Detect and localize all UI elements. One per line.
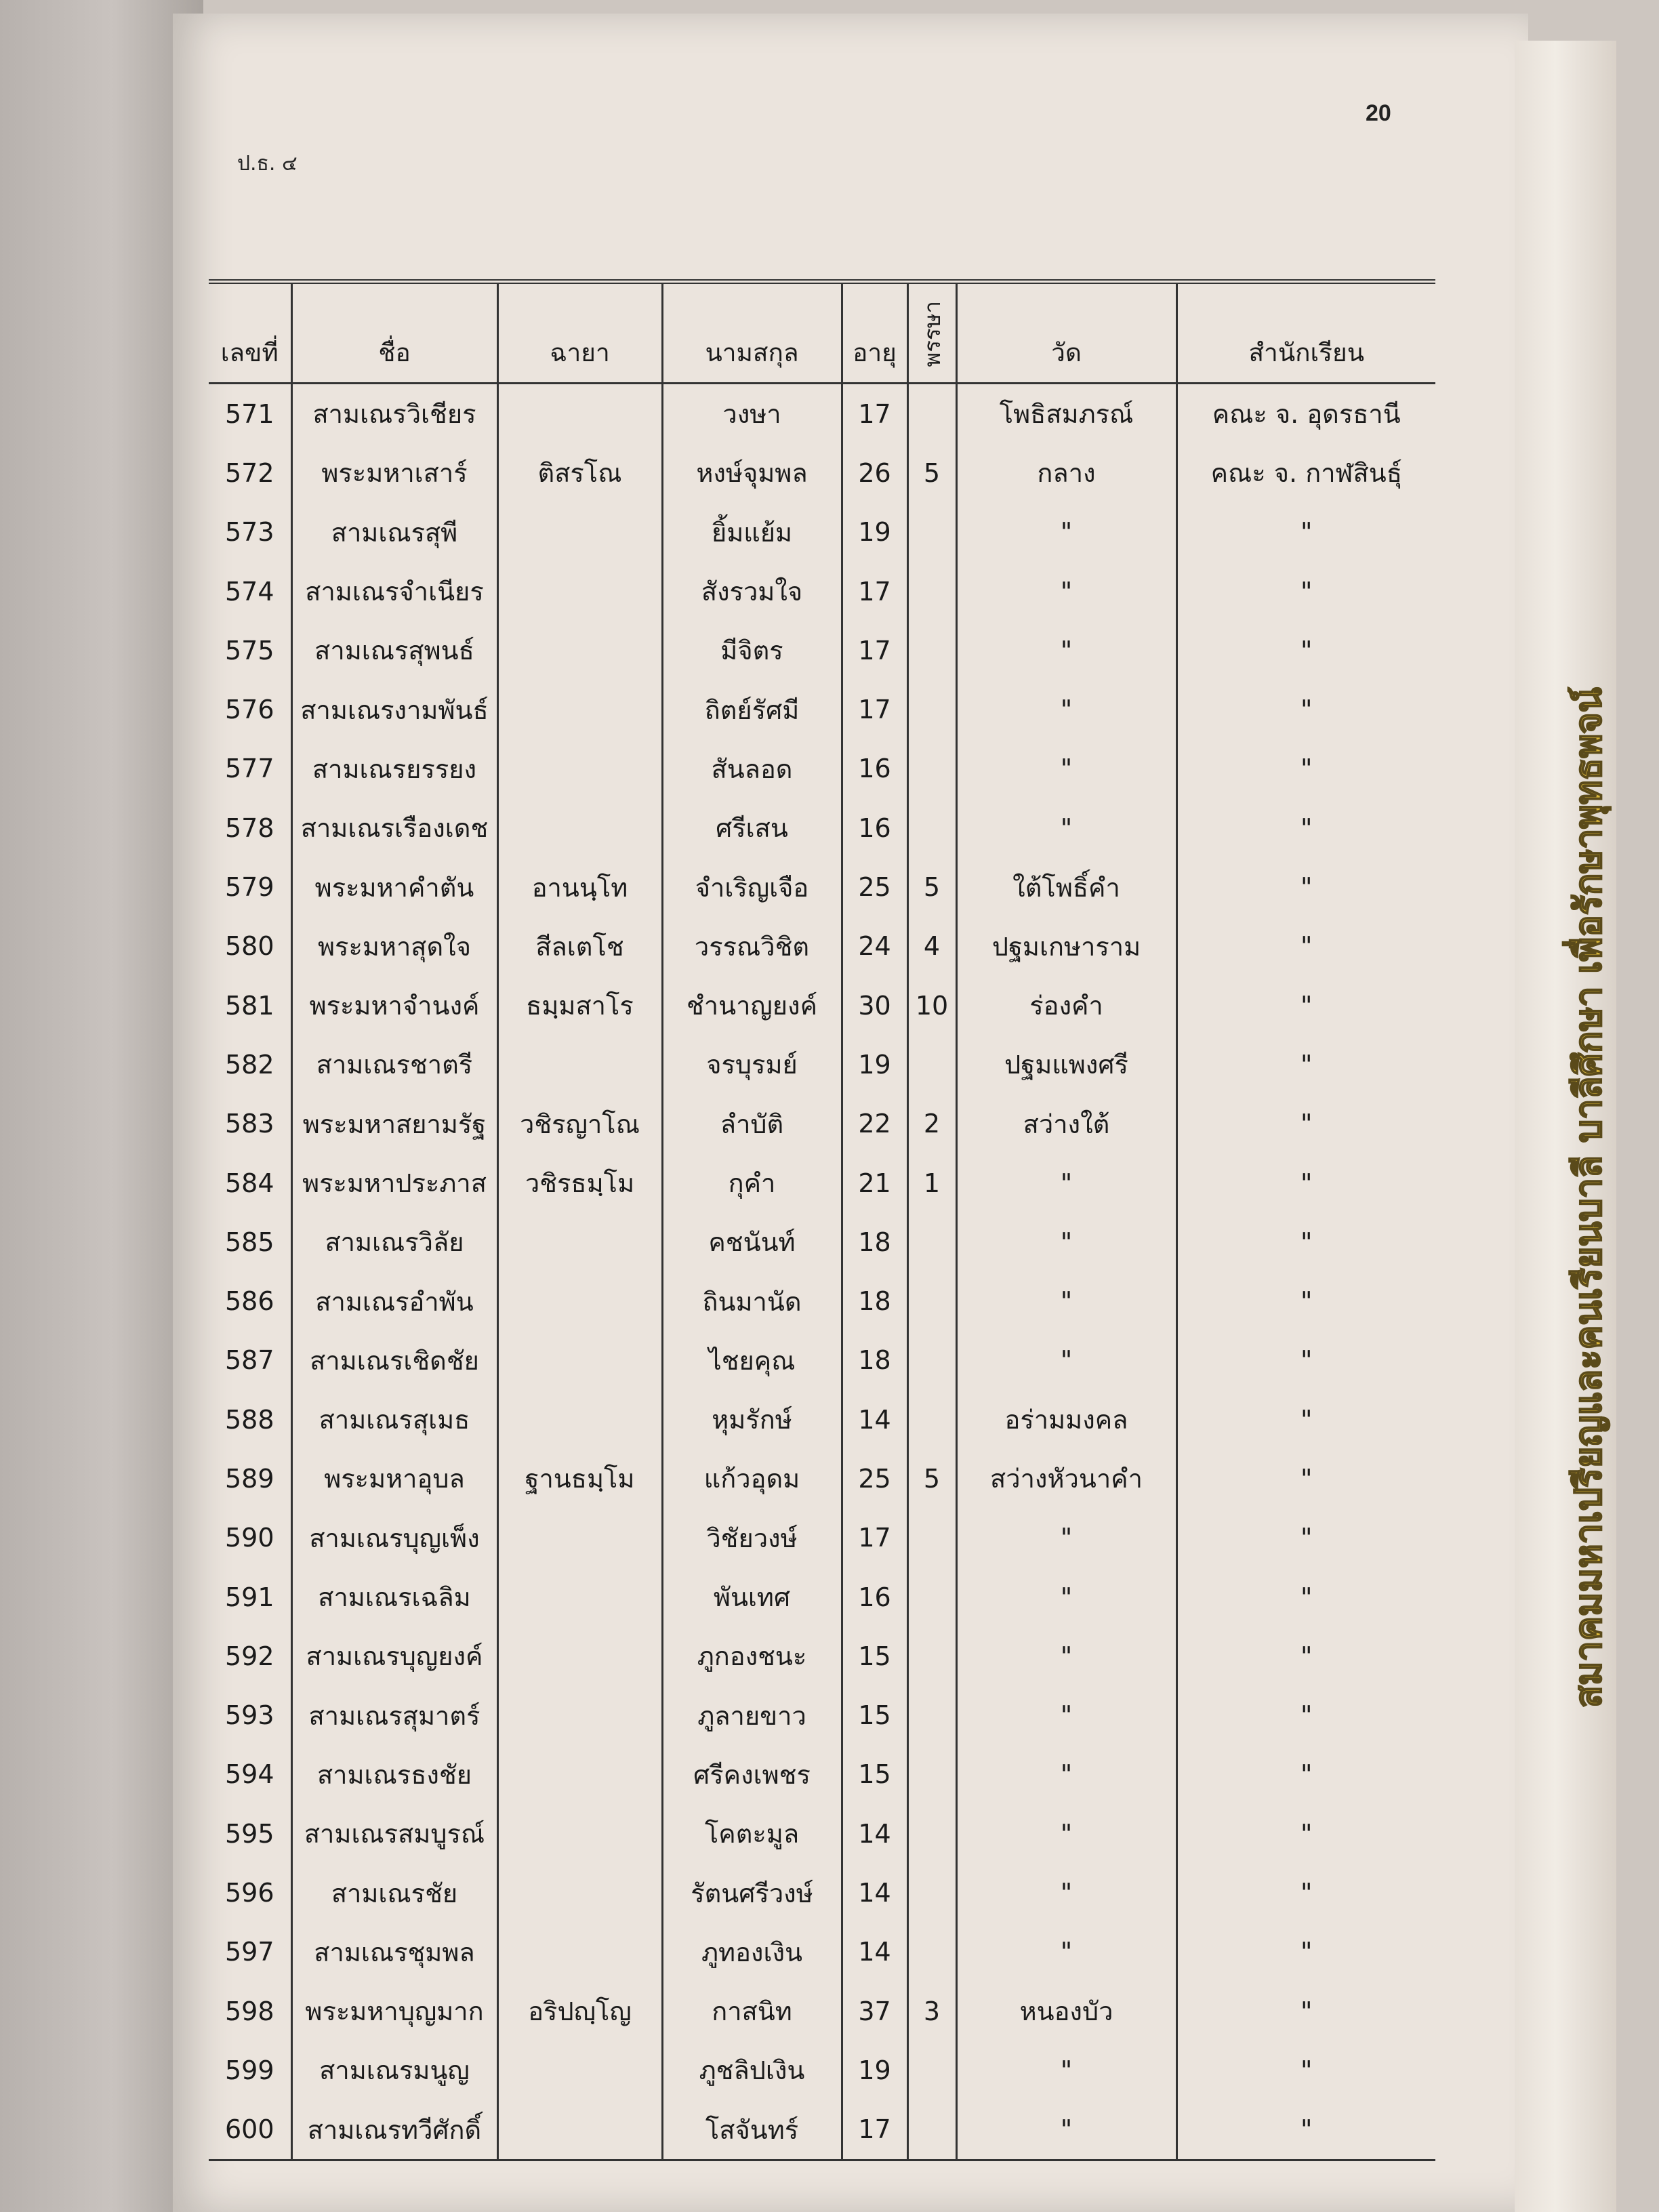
row-age: 25 [842,1449,907,1508]
row-pansa [907,1331,956,1390]
row-age: 14 [842,1923,907,1982]
row-number: 584 [209,1153,291,1212]
table-row [209,1153,1435,1212]
row-name: สามเณรสุเมธ [291,1390,497,1449]
table-row [209,1568,1435,1626]
row-age: 17 [842,621,907,680]
row-number: 600 [209,2100,291,2160]
table-row [209,1331,1435,1390]
row-pansa [907,2100,956,2160]
row-name: พระมหาบุญมาก [291,1982,497,2041]
col-header-surname: นามสกุล [662,282,842,384]
table-header-row [209,282,1435,384]
table-row [209,1271,1435,1330]
row-number: 576 [209,680,291,739]
row-pansa [907,1863,956,1922]
row-age: 17 [842,680,907,739]
row-wat: " [956,1923,1176,1982]
row-surname: ศรีคงเพชร [662,1745,842,1804]
row-chaya: ติสรโณ [497,443,662,502]
row-wat: " [956,1509,1176,1568]
row-age: 18 [842,1271,907,1330]
row-number: 583 [209,1094,291,1153]
row-chaya [497,562,662,621]
row-chaya [497,2041,662,2100]
row-number: 582 [209,1035,291,1094]
row-chaya [497,2100,662,2160]
table-row [209,739,1435,798]
row-wat: กลาง [956,443,1176,502]
row-age: 19 [842,2041,907,2100]
row-pansa: 2 [907,1094,956,1153]
row-chaya [497,739,662,798]
row-pansa [907,1271,956,1330]
table-row [209,503,1435,562]
row-school: " [1300,1227,1313,1257]
row-wat: โพธิสมภรณ์ [956,384,1176,444]
row-pansa [907,621,956,680]
row-school: " [1300,1049,1313,1080]
row-school: " [1300,754,1313,784]
table-row [209,443,1435,502]
table-row [209,976,1435,1035]
row-name: สามเณรชุมพล [291,1923,497,1982]
row-school: " [1300,1168,1313,1198]
table-row [209,384,1435,444]
row-pansa [907,384,956,444]
row-pansa [907,1745,956,1804]
row-school: " [1300,1937,1313,1967]
row-surname: จรบุรมย์ [662,1035,842,1094]
row-wat: " [956,621,1176,680]
row-wat: อร่ามมงคล [956,1390,1176,1449]
row-wat: " [956,1212,1176,1271]
row-chaya [497,1626,662,1685]
row-wat: หนองบัว [956,1982,1176,2041]
row-school: " [1300,1878,1313,1908]
table-row [209,1390,1435,1449]
row-school: " [1300,1700,1313,1731]
row-number: 594 [209,1745,291,1804]
table-row [209,917,1435,976]
row-chaya [497,1509,662,1568]
row-pansa: 5 [907,443,956,502]
row-age: 30 [842,976,907,1035]
col-header-pansa-label: พรรษา [918,300,945,367]
row-name: พระมหาอุบล [291,1449,497,1508]
row-school: " [1300,1404,1313,1435]
row-chaya: อริปญฺโญ [497,1982,662,2041]
row-chaya [497,680,662,739]
table-row [209,1626,1435,1685]
row-pansa [907,798,956,857]
row-name: พระมหาเสาร์ [291,443,497,502]
row-school: " [1300,2114,1313,2145]
row-number: 572 [209,443,291,502]
row-surname: ศรีเสน [662,798,842,857]
row-number: 595 [209,1804,291,1863]
row-surname: ไชยคุณ [662,1331,842,1390]
row-number: 581 [209,976,291,1035]
row-surname: โคตะมูล [662,1804,842,1863]
row-pansa: 10 [907,976,956,1035]
row-school: " [1300,2055,1313,2085]
row-chaya [497,503,662,562]
row-pansa [907,562,956,621]
table-row [209,1686,1435,1745]
row-number: 573 [209,503,291,562]
row-name: สามเณรวิเชียร [291,384,497,444]
col-header-school: สำนักเรียน [1176,282,1435,384]
row-surname: จำเริญเจือ [662,857,842,916]
row-number: 592 [209,1626,291,1685]
row-name: สามเณรชาตรี [291,1035,497,1094]
row-name: สามเณรยรรยง [291,739,497,798]
row-name: สามเณรสุพนธ์ [291,621,497,680]
row-school: " [1300,1996,1313,2026]
exam-level-code: ป.ธ. ๔ [237,152,298,176]
row-school: " [1300,1463,1313,1494]
row-school: " [1300,1523,1313,1553]
row-surname: ถิตย์รัศมี [662,680,842,739]
row-chaya [497,621,662,680]
row-number: 587 [209,1331,291,1390]
row-name: สามเณรมนูญ [291,2041,497,2100]
row-wat: " [956,503,1176,562]
row-chaya: อานนฺโท [497,857,662,916]
row-wat: " [956,562,1176,621]
row-chaya [497,1745,662,1804]
row-chaya: วชิรธมฺโม [497,1153,662,1212]
row-wat: " [956,1745,1176,1804]
row-pansa: 3 [907,1982,956,2041]
row-age: 17 [842,1509,907,1568]
row-number: 575 [209,621,291,680]
row-name: สามเณรงามพันธ์ [291,680,497,739]
row-pansa: 1 [907,1153,956,1212]
row-number: 580 [209,917,291,976]
row-chaya [497,1212,662,1271]
row-school: " [1300,576,1313,607]
row-school: คณะ จ. อุดรธานี [1212,399,1401,430]
table-row [209,1035,1435,1094]
row-age: 17 [842,2100,907,2160]
row-age: 14 [842,1804,907,1863]
row-school: " [1300,517,1313,548]
row-pansa [907,1923,956,1982]
row-chaya [497,798,662,857]
row-pansa [907,1626,956,1685]
row-school: " [1300,1286,1313,1317]
row-pansa [907,1686,956,1745]
row-wat: " [956,2100,1176,2160]
row-wat: ปฐมเกษาราม [956,917,1176,976]
row-age: 14 [842,1390,907,1449]
table-row [209,1982,1435,2041]
row-pansa [907,1804,956,1863]
row-number: 579 [209,857,291,916]
col-header-wat: วัด [956,282,1176,384]
row-chaya [497,1035,662,1094]
row-wat: " [956,1568,1176,1626]
row-name: พระมหาจำนงค์ [291,976,497,1035]
table-row [209,857,1435,916]
row-chaya [497,1804,662,1863]
row-age: 18 [842,1212,907,1271]
row-wat: " [956,2041,1176,2100]
row-number: 591 [209,1568,291,1626]
row-age: 24 [842,917,907,976]
table-row [209,1745,1435,1804]
row-pansa: 5 [907,857,956,916]
col-header-pansa [907,282,956,384]
table-row [209,621,1435,680]
col-header-chaya: ฉายา [497,282,662,384]
row-school: " [1300,872,1313,903]
table-row [209,1923,1435,1982]
table-row [209,1804,1435,1863]
table-row [209,1509,1435,1568]
row-wat: " [956,1626,1176,1685]
row-surname: ลำบัติ [662,1094,842,1153]
row-name: สามเณรเรืองเดช [291,798,497,857]
row-school: " [1300,1582,1313,1612]
row-age: 25 [842,857,907,916]
row-school: " [1300,931,1313,962]
row-wat: ร่องคำ [956,976,1176,1035]
row-number: 585 [209,1212,291,1271]
row-school: " [1300,1109,1313,1139]
row-chaya [497,1568,662,1626]
row-pansa [907,739,956,798]
row-age: 17 [842,384,907,444]
table-row [209,680,1435,739]
row-name: พระมหาสุดใจ [291,917,497,976]
row-age: 21 [842,1153,907,1212]
row-wat: " [956,1863,1176,1922]
row-surname: วิชัยวงษ์ [662,1509,842,1568]
row-wat: ปฐมแพงศรี [956,1035,1176,1094]
row-name: พระมหาสยามรัฐ [291,1094,497,1153]
row-chaya: สีลเตโช [497,917,662,976]
row-number: 588 [209,1390,291,1449]
row-surname: ยิ้มแย้ม [662,503,842,562]
row-number: 598 [209,1982,291,2041]
row-pansa [907,1212,956,1271]
row-number: 571 [209,384,291,444]
row-chaya [497,1331,662,1390]
row-chaya [497,384,662,444]
row-school: " [1300,1641,1313,1671]
table-row [209,1863,1435,1922]
row-number: 593 [209,1686,291,1745]
page-number: 20 [1366,100,1391,126]
row-wat: ใต้โพธิ์คำ [956,857,1176,916]
row-surname: ภูชลิปเงิน [662,2041,842,2100]
row-age: 14 [842,1863,907,1922]
row-name: พระมหาคำตัน [291,857,497,916]
row-pansa [907,1568,956,1626]
row-number: 577 [209,739,291,798]
row-name: สามเณรสมบูรณ์ [291,1804,497,1863]
row-wat: สว่างหัวนาคำ [956,1449,1176,1508]
row-surname: ภูกองชนะ [662,1626,842,1685]
row-name: สามเณรธงชัย [291,1745,497,1804]
row-name: สามเณรชัย [291,1863,497,1922]
row-age: 19 [842,1035,907,1094]
row-age: 18 [842,1331,907,1390]
row-surname: กาสนิท [662,1982,842,2041]
row-pansa [907,2041,956,2100]
table-row [209,2041,1435,2100]
row-pansa [907,1509,956,1568]
table-row [209,1094,1435,1153]
row-name: สามเณรทวีศักดิ์ [291,2100,497,2160]
row-surname: วรรณวิชิต [662,917,842,976]
row-surname: หงษ์จุมพล [662,443,842,502]
row-surname: โสจันทร์ [662,2100,842,2160]
table-row [209,2100,1435,2160]
row-age: 26 [842,443,907,502]
table-row [209,562,1435,621]
row-wat: " [956,1686,1176,1745]
row-pansa [907,503,956,562]
row-surname: สันลอด [662,739,842,798]
row-pansa [907,1390,956,1449]
row-name: สามเณรบุญเพ็ง [291,1509,497,1568]
row-number: 599 [209,2041,291,2100]
row-surname: คชนันท์ [662,1212,842,1271]
row-surname: พันเทศ [662,1568,842,1626]
row-surname: ถินมานัด [662,1271,842,1330]
row-name: สามเณรวิลัย [291,1212,497,1271]
row-number: 597 [209,1923,291,1982]
row-wat: " [956,798,1176,857]
row-name: สามเณรสุพี [291,503,497,562]
row-pansa: 5 [907,1449,956,1508]
row-name: สามเณรสุมาตร์ [291,1686,497,1745]
row-number: 574 [209,562,291,621]
row-wat: " [956,1153,1176,1212]
row-surname: มีจิตร [662,621,842,680]
row-age: 17 [842,562,907,621]
roster-table [209,279,1435,2161]
row-age: 15 [842,1686,907,1745]
table-row [209,1449,1435,1508]
row-school: " [1300,1345,1313,1376]
row-age: 16 [842,1568,907,1626]
row-number: 590 [209,1509,291,1568]
row-wat: " [956,680,1176,739]
row-age: 19 [842,503,907,562]
row-surname: วงษา [662,384,842,444]
row-pansa [907,1035,956,1094]
row-chaya [497,1863,662,1922]
row-school: " [1300,635,1313,665]
row-school: คณะ จ. กาฬสินธุ์ [1210,458,1402,489]
row-school: " [1300,1759,1313,1790]
row-surname: หุมรักษ์ [662,1390,842,1449]
row-chaya [497,1390,662,1449]
row-surname: แก้วอุดม [662,1449,842,1508]
row-pansa: 4 [907,917,956,976]
row-pansa [907,680,956,739]
row-age: 22 [842,1094,907,1153]
row-number: 596 [209,1863,291,1922]
col-header-name: ชื่อ [291,282,497,384]
row-wat: " [956,1804,1176,1863]
row-name: สามเณรเฉลิม [291,1568,497,1626]
row-chaya [497,1271,662,1330]
row-school: " [1300,695,1313,725]
row-school: " [1300,1818,1313,1849]
row-wat: " [956,739,1176,798]
row-name: พระมหาประภาส [291,1153,497,1212]
table-row [209,1212,1435,1271]
row-surname: รัตนศรีวงษ์ [662,1863,842,1922]
row-age: 15 [842,1745,907,1804]
row-chaya: วชิรญาโณ [497,1094,662,1153]
spine-watermark-text: สมาคมมหาเปรียญและคนเรียนบาลี บาลีศึกษา เพื่อรักษาพุทธพจน์ [1567,687,1610,1708]
col-header-age: อายุ [842,282,907,384]
row-age: 16 [842,798,907,857]
row-surname: ภูทองเงิน [662,1923,842,1982]
row-number: 578 [209,798,291,857]
row-name: สามเณรอำพัน [291,1271,497,1330]
row-surname: ภูลายขาว [662,1686,842,1745]
row-school: " [1300,990,1313,1021]
row-number: 586 [209,1271,291,1330]
row-surname: กุคำ [662,1153,842,1212]
row-name: สามเณรจำเนียร [291,562,497,621]
row-name: สามเณรเชิดชัย [291,1331,497,1390]
row-chaya [497,1923,662,1982]
row-wat: สว่างใต้ [956,1094,1176,1153]
row-school: " [1300,813,1313,843]
row-surname: ชำนาญยงค์ [662,976,842,1035]
row-wat: " [956,1271,1176,1330]
row-name: สามเณรบุญยงค์ [291,1626,497,1685]
row-chaya: ธมฺมสาโร [497,976,662,1035]
row-surname: สังรวมใจ [662,562,842,621]
row-age: 16 [842,739,907,798]
row-age: 37 [842,1982,907,2041]
row-wat: " [956,1331,1176,1390]
row-chaya [497,1686,662,1745]
col-header-number: เลขที่ [209,282,291,384]
table-row [209,798,1435,857]
row-chaya: ฐานธมฺโม [497,1449,662,1508]
row-number: 589 [209,1449,291,1508]
row-age: 15 [842,1626,907,1685]
